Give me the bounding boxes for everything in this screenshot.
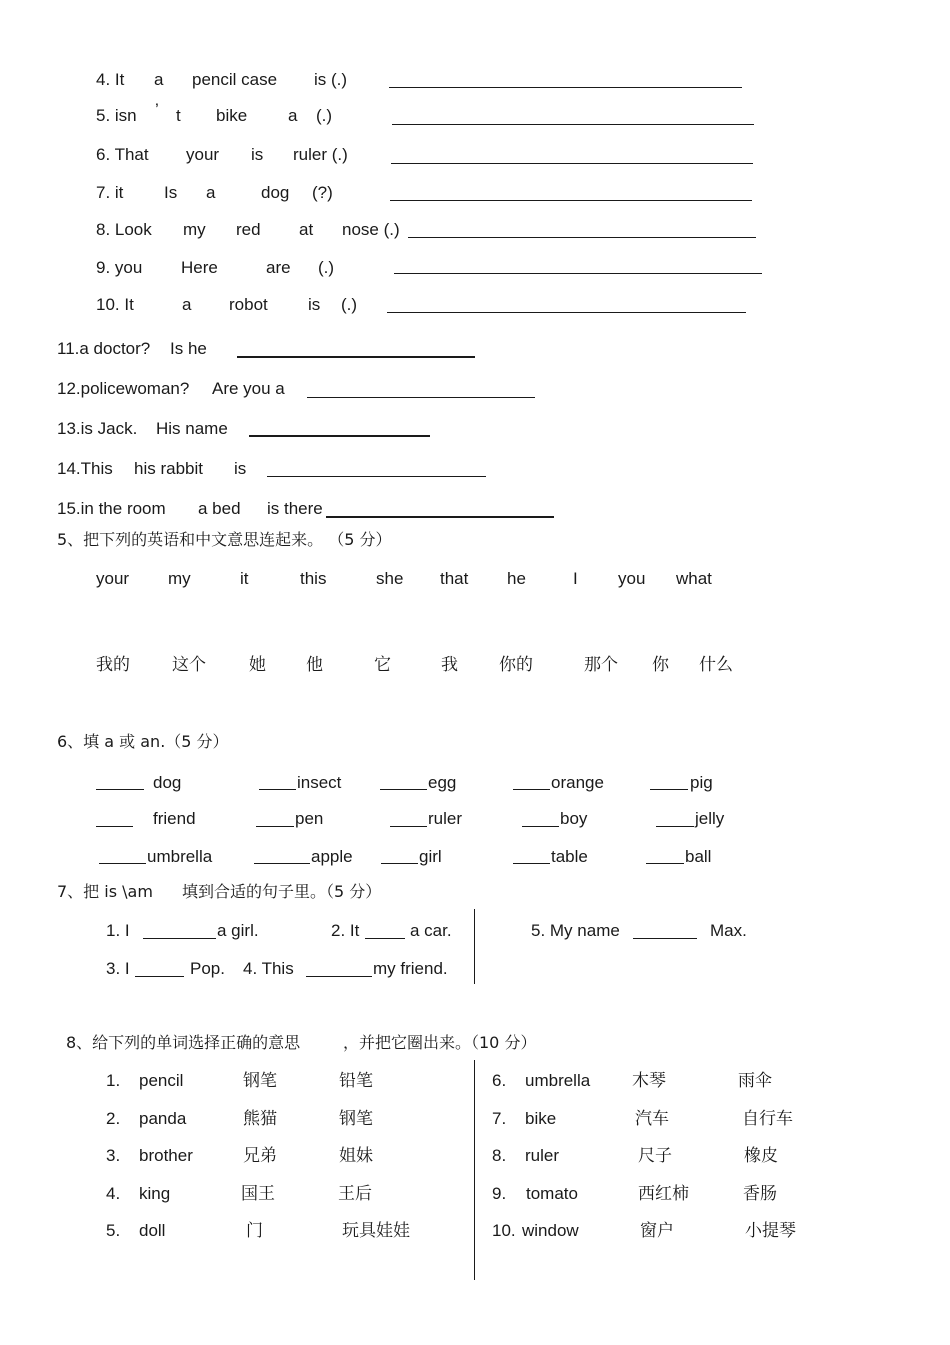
s8-num-6: 6. — [492, 1071, 507, 1090]
q15-word-3: is there — [267, 499, 323, 518]
match-english-she[interactable]: she — [376, 569, 404, 588]
q12-word-2: Are you a — [212, 379, 285, 398]
q9-word-1: 9. you — [96, 258, 143, 277]
match-english-this[interactable]: this — [300, 569, 327, 588]
s8-option-2a[interactable]: 熊猫 — [243, 1109, 277, 1129]
word-table: table — [551, 847, 588, 866]
s7-item3-end: Pop. — [190, 959, 225, 978]
q6-word-1: 6. That — [96, 145, 149, 164]
q10-word-5: (.) — [341, 295, 358, 314]
s7-item5-end: Max. — [710, 921, 747, 940]
s8-option-1b[interactable]: 铅笔 — [339, 1071, 373, 1091]
s7-item5-blank[interactable] — [633, 938, 697, 939]
s8-option-1a[interactable]: 钢笔 — [243, 1071, 277, 1091]
s8-word-pencil: pencil — [139, 1071, 184, 1090]
s8-num-1: 1. — [106, 1071, 121, 1090]
s8-option-8a[interactable]: 尺子 — [638, 1146, 672, 1166]
word-insect: insect — [297, 773, 342, 792]
word-friend: friend — [153, 809, 196, 828]
q9-answer-line[interactable] — [394, 273, 762, 274]
q14-word-1: 14.This — [57, 459, 113, 478]
s8-option-10b[interactable]: 小提琴 — [745, 1221, 796, 1241]
s7-item2-end: a car. — [410, 921, 452, 940]
section8-title-part2: ，并把它圈出来。（10 分） — [343, 1033, 537, 1052]
match-english-my[interactable]: my — [168, 569, 191, 588]
s8-word-brother: brother — [139, 1146, 193, 1165]
s8-option-4a[interactable]: 国王 — [241, 1184, 275, 1204]
s8-option-3b[interactable]: 姐妹 — [339, 1146, 373, 1166]
q9-word-4: (.) — [318, 258, 335, 277]
s8-option-5a[interactable]: 门 — [246, 1221, 263, 1241]
blank-pig[interactable] — [650, 789, 688, 790]
q10-answer-line[interactable] — [387, 312, 746, 313]
s8-num-2: 2. — [106, 1109, 121, 1128]
q12-answer-line[interactable] — [307, 397, 535, 398]
blank-ruler[interactable] — [390, 826, 427, 827]
match-chinese-7[interactable]: 你的 — [499, 655, 533, 675]
word-ruler: ruler — [428, 809, 463, 828]
match-english-that[interactable]: that — [440, 569, 469, 588]
s7-item4-end: my friend. — [373, 959, 448, 978]
q15-word-2: a bed — [198, 499, 241, 518]
match-english-it[interactable]: it — [240, 569, 249, 588]
q5-word-1: 5. isn — [96, 106, 137, 125]
q10-word-1: 10. It — [96, 295, 134, 314]
s7-item5-start: 5. My name — [531, 921, 620, 940]
s7-item1-blank[interactable] — [143, 938, 216, 939]
word-jelly: jelly — [695, 809, 725, 828]
q7-answer-line[interactable] — [390, 200, 752, 201]
q8-word-3: red — [236, 220, 261, 239]
s8-num-9: 9. — [492, 1184, 507, 1203]
blank-dog[interactable] — [96, 789, 144, 790]
q9-word-3: are — [266, 258, 291, 277]
s8-option-4b[interactable]: 王后 — [338, 1184, 372, 1204]
q15-word-1: 15.in the room — [57, 499, 166, 518]
s8-option-9b[interactable]: 香肠 — [743, 1184, 777, 1204]
match-english-he[interactable]: he — [507, 569, 526, 588]
q5-word-3: t — [176, 106, 181, 125]
q6-word-3: is — [251, 145, 264, 164]
q8-word-4: at — [299, 220, 314, 239]
match-chinese-8[interactable]: 那个 — [584, 655, 618, 675]
q5-answer-line[interactable] — [392, 124, 754, 125]
match-chinese-3[interactable]: 她 — [249, 655, 266, 675]
q7-word-4: dog — [261, 183, 290, 202]
s7-item3-blank[interactable] — [135, 976, 184, 977]
q8-answer-line[interactable] — [408, 237, 756, 238]
s8-word-umbrella: umbrella — [525, 1071, 591, 1090]
blank-pen[interactable] — [256, 826, 294, 827]
s8-num-8: 8. — [492, 1146, 507, 1165]
s7-item2-start: 2. It — [331, 921, 360, 940]
s8-num-10: 10. — [492, 1221, 516, 1240]
q6-word-2: your — [186, 145, 220, 164]
q13-word-2: His name — [156, 419, 228, 438]
match-chinese-9[interactable]: 你 — [652, 655, 669, 675]
match-chinese-2[interactable]: 这个 — [172, 655, 206, 675]
blank-egg[interactable] — [380, 789, 427, 790]
q15-answer-line[interactable] — [326, 516, 554, 518]
word-apple: apple — [311, 847, 353, 866]
q8-word-1: 8. Look — [96, 220, 152, 239]
word-girl: girl — [419, 847, 442, 866]
section7-title-part1: 7、把 is \am — [57, 882, 153, 901]
s8-word-doll: doll — [139, 1221, 166, 1240]
q6-answer-line[interactable] — [391, 163, 753, 164]
word-pig: pig — [690, 773, 713, 792]
s8-word-ruler: ruler — [525, 1146, 560, 1165]
s8-option-7b[interactable]: 自行车 — [742, 1109, 793, 1129]
q7-word-5: (?) — [312, 183, 333, 202]
q10-word-3: robot — [229, 295, 268, 314]
s8-option-3a[interactable]: 兄弟 — [243, 1146, 277, 1166]
s7-item1-start: 1. I — [106, 921, 130, 940]
word-ball: ball — [685, 847, 712, 866]
q5-word-4: bike — [216, 106, 248, 125]
match-english-what[interactable]: what — [676, 569, 712, 588]
q5-word-6: (.) — [316, 106, 333, 125]
blank-ball[interactable] — [646, 863, 684, 864]
s7-item1-end: a girl. — [217, 921, 259, 940]
q11-word-2: Is he — [170, 339, 207, 358]
s7-item3-start: 3. I — [106, 959, 130, 978]
s7-item4-blank[interactable] — [306, 976, 372, 977]
q7-word-3: a — [206, 183, 216, 202]
q4-word-3: pencil case — [192, 70, 278, 89]
s8-option-10a[interactable]: 窗户 — [640, 1221, 674, 1241]
s8-num-4: 4. — [106, 1184, 121, 1203]
q10-word-4: is — [308, 295, 321, 314]
match-english-your[interactable]: your — [96, 569, 130, 588]
q6-word-4: ruler (.) — [293, 145, 348, 164]
s8-word-tomato: tomato — [526, 1184, 578, 1203]
word-umbrella: umbrella — [147, 847, 213, 866]
s8-option-6b[interactable]: 雨伞 — [738, 1071, 772, 1091]
match-english-i[interactable]: I — [573, 569, 578, 588]
word-pen: pen — [295, 809, 324, 828]
q5-word-2: ’ — [155, 100, 159, 119]
match-chinese-1[interactable]: 我的 — [96, 655, 130, 675]
s7-item4-start: 4. This — [243, 959, 294, 978]
s8-option-6a[interactable]: 木琴 — [632, 1071, 666, 1091]
q4-answer-line[interactable] — [389, 87, 742, 88]
section8-divider — [474, 1060, 475, 1280]
s8-word-panda: panda — [139, 1109, 187, 1128]
q4-word-2: a — [154, 70, 164, 89]
s8-word-king: king — [139, 1184, 171, 1203]
q4-word-1: 4. It — [96, 70, 125, 89]
s8-option-8b[interactable]: 橡皮 — [744, 1146, 778, 1166]
blank-apple[interactable] — [254, 863, 310, 864]
match-english-you[interactable]: you — [618, 569, 646, 588]
q4-word-4: is (.) — [314, 70, 348, 89]
s8-option-7a[interactable]: 汽车 — [635, 1109, 669, 1129]
q8-word-5: nose (.) — [342, 220, 400, 239]
section7-divider — [474, 909, 475, 984]
blank-girl[interactable] — [381, 863, 418, 864]
q13-word-1: 13.is Jack. — [57, 419, 138, 438]
match-chinese-5[interactable]: 它 — [374, 655, 391, 675]
q13-answer-line[interactable] — [249, 435, 430, 437]
q10-word-2: a — [182, 295, 192, 314]
s8-option-9a[interactable]: 西红柿 — [638, 1184, 689, 1204]
section8-title-part1: 8、给下列的单词选择正确的意思 — [66, 1033, 301, 1052]
blank-jelly[interactable] — [656, 826, 694, 827]
s7-item2-blank[interactable] — [365, 938, 405, 939]
s8-num-5: 5. — [106, 1221, 121, 1240]
q8-word-2: my — [183, 220, 206, 239]
q11-word-1: 11.a doctor? — [57, 339, 151, 358]
q14-word-3: is — [234, 459, 247, 478]
word-egg: egg — [428, 773, 457, 792]
blank-orange[interactable] — [513, 789, 550, 790]
section7-title-part2: 填到合适的句子里。（5 分） — [182, 882, 382, 901]
section5-title: 5、把下列的英语和中文意思连起来。 （5 分） — [57, 530, 392, 549]
word-orange: orange — [551, 773, 604, 792]
match-chinese-6[interactable]: 我 — [441, 655, 458, 675]
q5-word-5: a — [288, 106, 298, 125]
q14-answer-line[interactable] — [267, 476, 486, 477]
blank-friend[interactable] — [96, 826, 133, 827]
blank-table[interactable] — [513, 863, 550, 864]
q14-word-2: his rabbit — [134, 459, 203, 478]
q11-answer-line[interactable] — [237, 356, 475, 358]
s8-word-bike: bike — [525, 1109, 557, 1128]
q12-word-1: 12.policewoman? — [57, 379, 190, 398]
blank-insect[interactable] — [259, 789, 296, 790]
s8-word-window: window — [522, 1221, 579, 1240]
s8-option-5b[interactable]: 玩具娃娃 — [342, 1221, 410, 1241]
q7-word-1: 7. it — [96, 183, 124, 202]
match-chinese-10[interactable]: 什么 — [699, 655, 733, 675]
word-boy: boy — [560, 809, 588, 828]
q9-word-2: Here — [181, 258, 218, 277]
blank-boy[interactable] — [522, 826, 559, 827]
blank-umbrella[interactable] — [99, 863, 146, 864]
s8-option-2b[interactable]: 钢笔 — [339, 1109, 373, 1129]
s8-num-7: 7. — [492, 1109, 507, 1128]
word-dog: dog — [153, 773, 182, 792]
match-chinese-4[interactable]: 他 — [306, 655, 323, 675]
q7-word-2: Is — [164, 183, 178, 202]
section6-title: 6、填 a 或 an.（5 分） — [57, 732, 229, 751]
s8-num-3: 3. — [106, 1146, 121, 1165]
